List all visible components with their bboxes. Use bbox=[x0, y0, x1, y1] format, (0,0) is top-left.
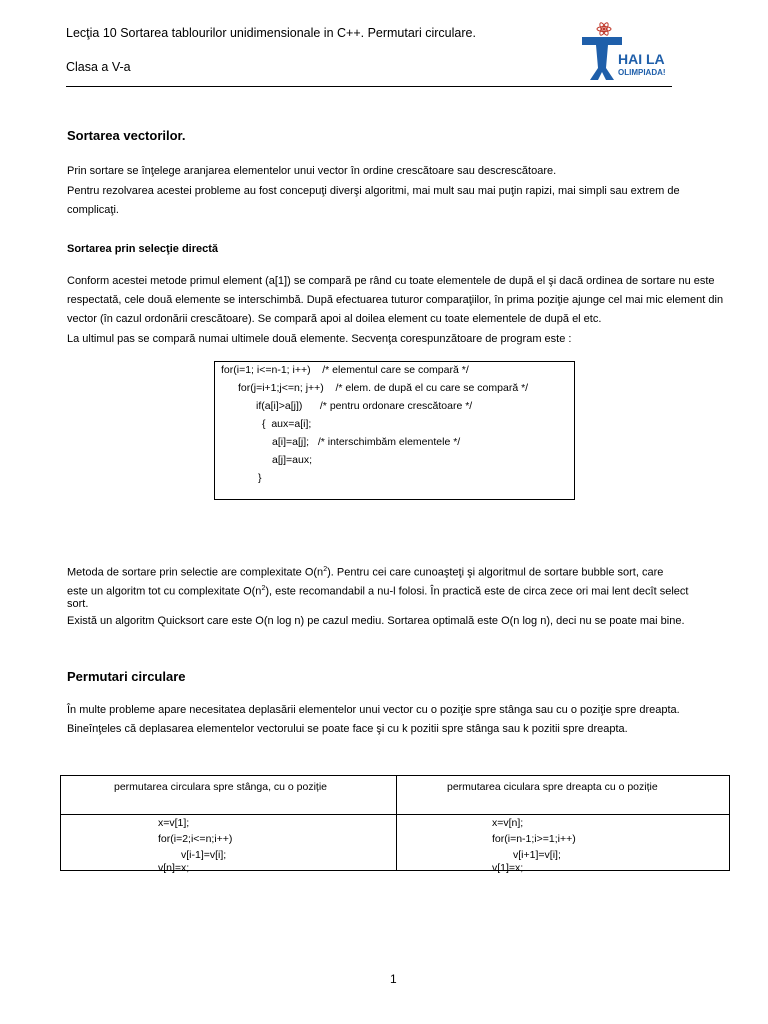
atom-icon bbox=[597, 22, 611, 36]
complexity-line-2: este un algoritm tot cu complexitate $O(n^2)$, este recomandabil a nu-l folosi. În practică este de circa zece ori mai lent decît select bbox=[67, 585, 689, 598]
table-code-line: v[n]=x; bbox=[158, 862, 190, 874]
section-title-sortarea-vectorilor: Sortarea vectorilor. bbox=[67, 128, 186, 143]
code-line: a[j]=aux; bbox=[272, 454, 312, 466]
table-code-line: v[i+1]=v[i]; bbox=[513, 849, 561, 861]
table-header-right: permutarea ciculara spre dreapta cu o poziție bbox=[447, 781, 658, 793]
complexity-line-1: Metoda de sortare prin selectie are complexitate $O(n^2)$. Pentru cei care cunoaşteţi şi algoritmul de sortare bubble sort, care bbox=[67, 566, 664, 579]
logo-text-2: OLIMPIADA! bbox=[618, 68, 666, 77]
table-divider bbox=[396, 776, 397, 870]
paragraph: Prin sortare se înţelege aranjarea elementelor unui vector în ordine crescătoare sau descrescătoare. bbox=[67, 165, 557, 177]
code-box-selection-sort bbox=[214, 361, 575, 500]
paragraph: Pentru rezolvarea acestei probleme au fost concepuţi diverşi algoritmi, mai mult sau mai puţin rapizi, mai simpli sau extrem de complicaţi. bbox=[67, 185, 680, 216]
paragraph: La ultimul pas se compară numai ultimele două elemente. Secvenţa corespunzătoare de program este : bbox=[67, 333, 572, 345]
code-line: if(a[i]>a[j]) /* pentru ordonare crescătoare */ bbox=[256, 400, 473, 412]
page-number: 1 bbox=[390, 972, 397, 986]
table-code-line: for(i=n-1;i>=1;i++) bbox=[492, 833, 576, 845]
figure-icon bbox=[582, 37, 622, 80]
code-line: for(i=1; i<=n-1; i++) /* elementul care se compară */ bbox=[221, 364, 469, 376]
grade-label: Clasa a V-a bbox=[66, 60, 131, 74]
subsection-title-selectie-directa: Sortarea prin selecţie directă bbox=[67, 243, 219, 255]
code-line: { aux=a[i]; bbox=[262, 418, 312, 430]
paragraph: În multe probleme apare necesitatea deplasării elementelor unui vector cu o poziţie spre stânga sau cu o poziţie spre dreapta. bbox=[67, 704, 680, 716]
lesson-title: Lecţia 10 Sortarea tablourilor unidimensionale in C++. Permutari circulare. bbox=[66, 26, 476, 40]
hai-la-olimpiada-logo bbox=[580, 22, 672, 82]
table-code-line: v[i-1]=v[i]; bbox=[181, 849, 227, 861]
table-code-line: x=v[n]; bbox=[492, 817, 524, 829]
header-rule bbox=[66, 86, 672, 87]
code-line: } bbox=[258, 472, 262, 484]
permutation-table bbox=[60, 775, 730, 874]
logo-text-1: HAI LA bbox=[618, 51, 665, 67]
section-title-permutari-circulare: Permutari circulare bbox=[67, 669, 186, 684]
code-line: a[i]=a[j]; /* interschimbăm elementele */ bbox=[272, 436, 461, 448]
complexity-line-4: Există un algoritm Quicksort care este O(n log n) pe cazul mediu. Sortarea optimală este O(n log n), deci nu se poate mai bine. bbox=[67, 615, 685, 627]
table-header-left: permutarea circulara spre stânga, cu o poziție bbox=[114, 781, 328, 793]
code-line: for(j=i+1;j<=n; j++) /* elem. de după el cu care se compară */ bbox=[238, 382, 529, 394]
complexity-line-3: sort. bbox=[67, 598, 89, 610]
paragraph: Bineînţeles că deplasarea elementelor vectorului se poate face şi cu k pozitii spre stânga sau k pozitii spre dreapta. bbox=[67, 723, 628, 735]
paragraph: Conform acestei metode primul element (a[1]) se compară pe rând cu toate elementele de după el şi dacă ordinea de sortare nu este respectată, cele două elemente se interschimbă. După efectuarea tuturor comparaţiilor, în prima poziţie ajunge cel mai mic element din vector (în cazul ordonării crescătoare). Se compară apoi al doilea element cu toate elementele de după el etc. bbox=[67, 275, 724, 325]
table-code-line: x=v[1]; bbox=[158, 817, 190, 829]
table-code-line: v[1]=x; bbox=[492, 862, 524, 874]
table-code-line: for(i=2;i<=n;i++) bbox=[158, 833, 233, 845]
